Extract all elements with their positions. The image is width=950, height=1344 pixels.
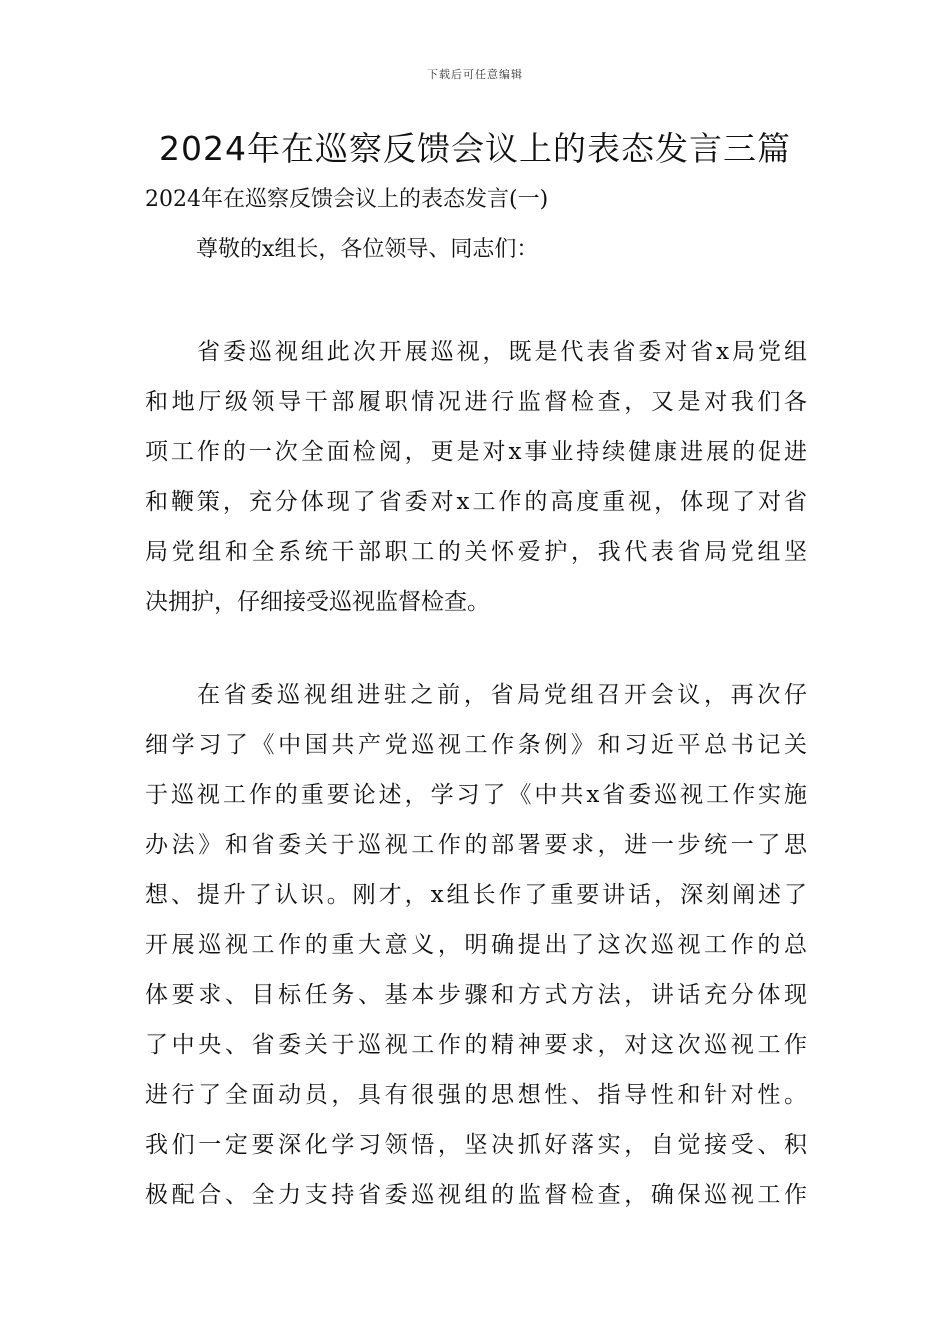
section-heading: 2024年在巡察反馈会议上的表态发言(一) [145, 187, 549, 212]
paragraph-line: 体要求、目标任务、基本步骤和方式方法，讲话充分体现 [145, 982, 807, 1008]
paragraph-line: 办法》和省委关于巡视工作的部署要求，进一步统一了思 [145, 832, 807, 858]
paragraph-line: 局党组和全系统干部职工的关怀爱护，我代表省局党组坚 [145, 539, 807, 565]
paragraph-line: 和鞭策，充分体现了省委对x工作的高度重视，体现了对省 [145, 489, 807, 515]
document-title: 2024年在巡察反馈会议上的表态发言三篇 [159, 129, 791, 168]
paragraph-line: 于巡视工作的重要论述，学习了《中共x省委巡视工作实施 [145, 782, 807, 808]
paragraph-line: 想、提升了认识。刚才，x组长作了重要讲话，深刻阐述了 [145, 882, 807, 908]
paragraph-1 [145, 327, 807, 627]
salutation: 尊敬的x组长，各位领导、同志们： [196, 237, 539, 262]
paragraph-line: 省委巡视组此次开展巡视，既是代表省委对省x局党组 [197, 339, 807, 365]
paragraph-line: 进行了全面动员，具有很强的思想性、指导性和针对性。 [145, 1082, 807, 1108]
paragraph-2 [145, 670, 807, 1220]
header-note: 下载后可任意编辑 [427, 68, 523, 81]
paragraph-line: 决拥护，仔细接受巡视监督检查。 [145, 589, 490, 615]
paragraph-line: 和地厅级领导干部履职情况进行监督检查，又是对我们各 [145, 389, 807, 415]
paragraph-line: 在省委巡视组进驻之前，省局党组召开会议，再次仔 [197, 682, 807, 708]
paragraph-line: 细学习了《中国共产党巡视工作条例》和习近平总书记关 [145, 732, 807, 758]
paragraph-line: 项工作的一次全面检阅，更是对x事业持续健康进展的促进 [145, 439, 807, 465]
paragraph-line: 开展巡视工作的重大意义，明确提出了这次巡视工作的总 [145, 932, 807, 958]
paragraph-line: 了中央、省委关于巡视工作的精神要求，对这次巡视工作 [145, 1032, 807, 1058]
paragraph-line: 极配合、全力支持省委巡视组的监督检查，确保巡视工作 [145, 1182, 807, 1208]
paragraph-line: 我们一定要深化学习领悟，坚决抓好落实，自觉接受、积 [145, 1132, 807, 1158]
